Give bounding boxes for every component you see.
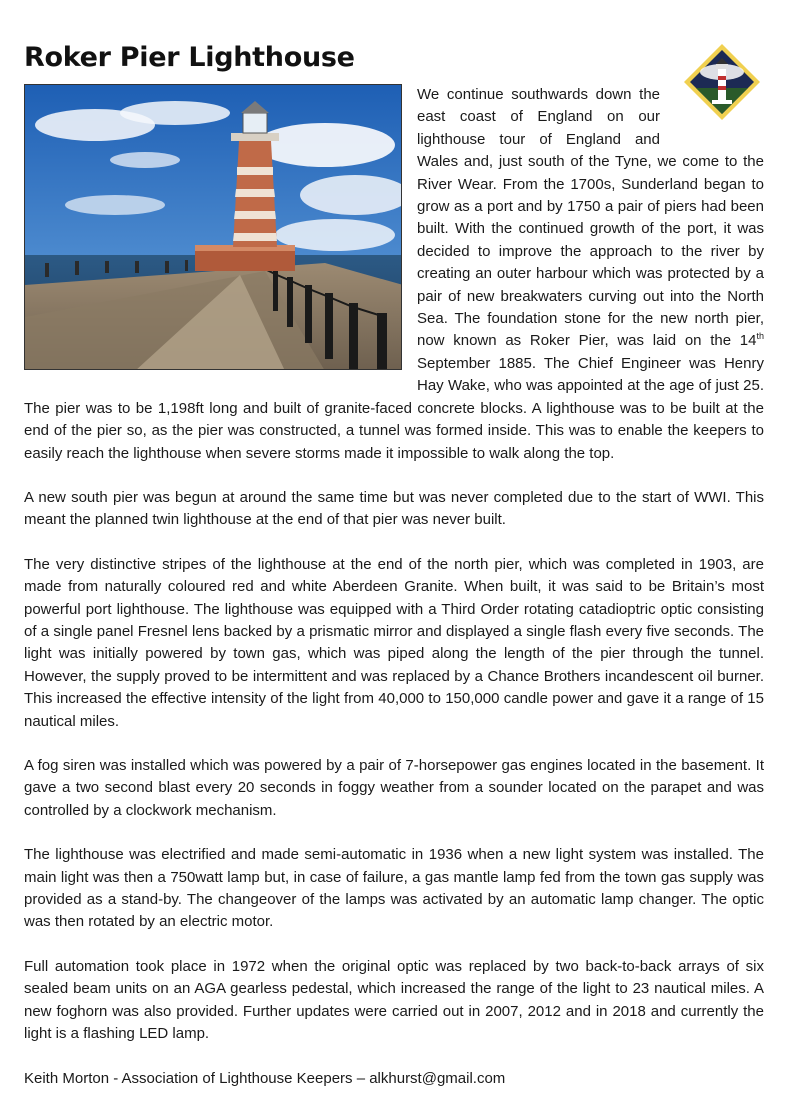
superscript-th: th <box>756 331 764 342</box>
paragraph-3: The very distinctive stripes of the lighthouse at the end of the north pier, which was completed in 1903, are made from naturally coloured red and white Aberdeen Granite. When built, it was said to be Britain’s most powerful port lighthouse. The lighthouse was equipped with a Third Order rotating catadioptric optic consisting of a single panel Fresnel lens backed by a prismatic mirror and displayed a single flash every five seconds. The light was initially powered by town gas, which was piped along the length of the pier through the tunnel. However, the supply proved to be intermittent and was replaced by a Chance Brothers incandescent oil burner. This increased the effective intensity of the light from 40,000 to 150,000 candle power and gave it a range of 15 nautical miles. <box>24 555 764 730</box>
paragraph-5: The lighthouse was electrified and made semi-automatic in 1936 when a new light system was installed. The main light was then a 750watt lamp but, in case of failure, a gas mantle lamp fed from the town gas supply was provided as a stand-by. The changeover of the lamps was activated by an automatic lamp changer. The optic was then rotated by an electric motor. <box>24 846 764 931</box>
page-title: Roker Pier Lighthouse <box>24 42 355 73</box>
article-body <box>24 84 764 1067</box>
paragraph-6: Full automation took place in 1972 when the original optic was replaced by two back-to-back arrays of six sealed beam units on an AGA gearless pedestal, which increased the range of the light to 23 nautical miles. A new foghorn was also provided. Further updates were carried out in 2007, 2012 and in 2018 and currently the light is a flashing LED lamp. <box>24 957 764 1043</box>
paragraph-4: A fog siren was installed which was powered by a pair of 7-horsepower gas engines located in the basement. It gave a two second blast every 20 seconds in foggy weather from a sounder located on the parapet and was controlled by a clockwork mechanism. <box>24 756 764 819</box>
paragraph-2: A new south pier was begun at around the same time but was never completed due to the start of WWI. This meant the planned twin lighthouse at the end of that pier was never built. <box>24 488 764 529</box>
badge-spacer <box>660 84 764 134</box>
photo-spacer <box>24 84 417 376</box>
author-signature: Keith Morton - Association of Lighthouse Keepers – alkhurst@gmail.com <box>24 1070 506 1087</box>
paragraph-1-text: We continue southwards down the east coast of England on our lighthouse tour of England and Wales and, just south of the Tyne, we come to the River Wear. From the 1700s, Sunderland began to grow as a port and by 1750 a pair of piers had been built. With the continued growth of the port, it was decided to improve the approach to the river by creating an outer harbour which was protected by a pair of new breakwaters curving out into the North Sea. The foundation stone for the new north pier, now known as Roker Pier, was laid on the 14 <box>417 86 764 350</box>
paragraph-1-continued: September 1885. The Chief Engineer was Henry Hay Wake, who was appointed at the age of just 25. The pier was to be 1,198ft long and built of granite-faced concrete blocks. A lighthouse was to be built at the end of the pier so, as the pier was constructed, a tunnel was formed inside. This was to enable the keepers to easily reach the lighthouse when severe storms made it impossible to walk along the top. <box>24 354 764 462</box>
